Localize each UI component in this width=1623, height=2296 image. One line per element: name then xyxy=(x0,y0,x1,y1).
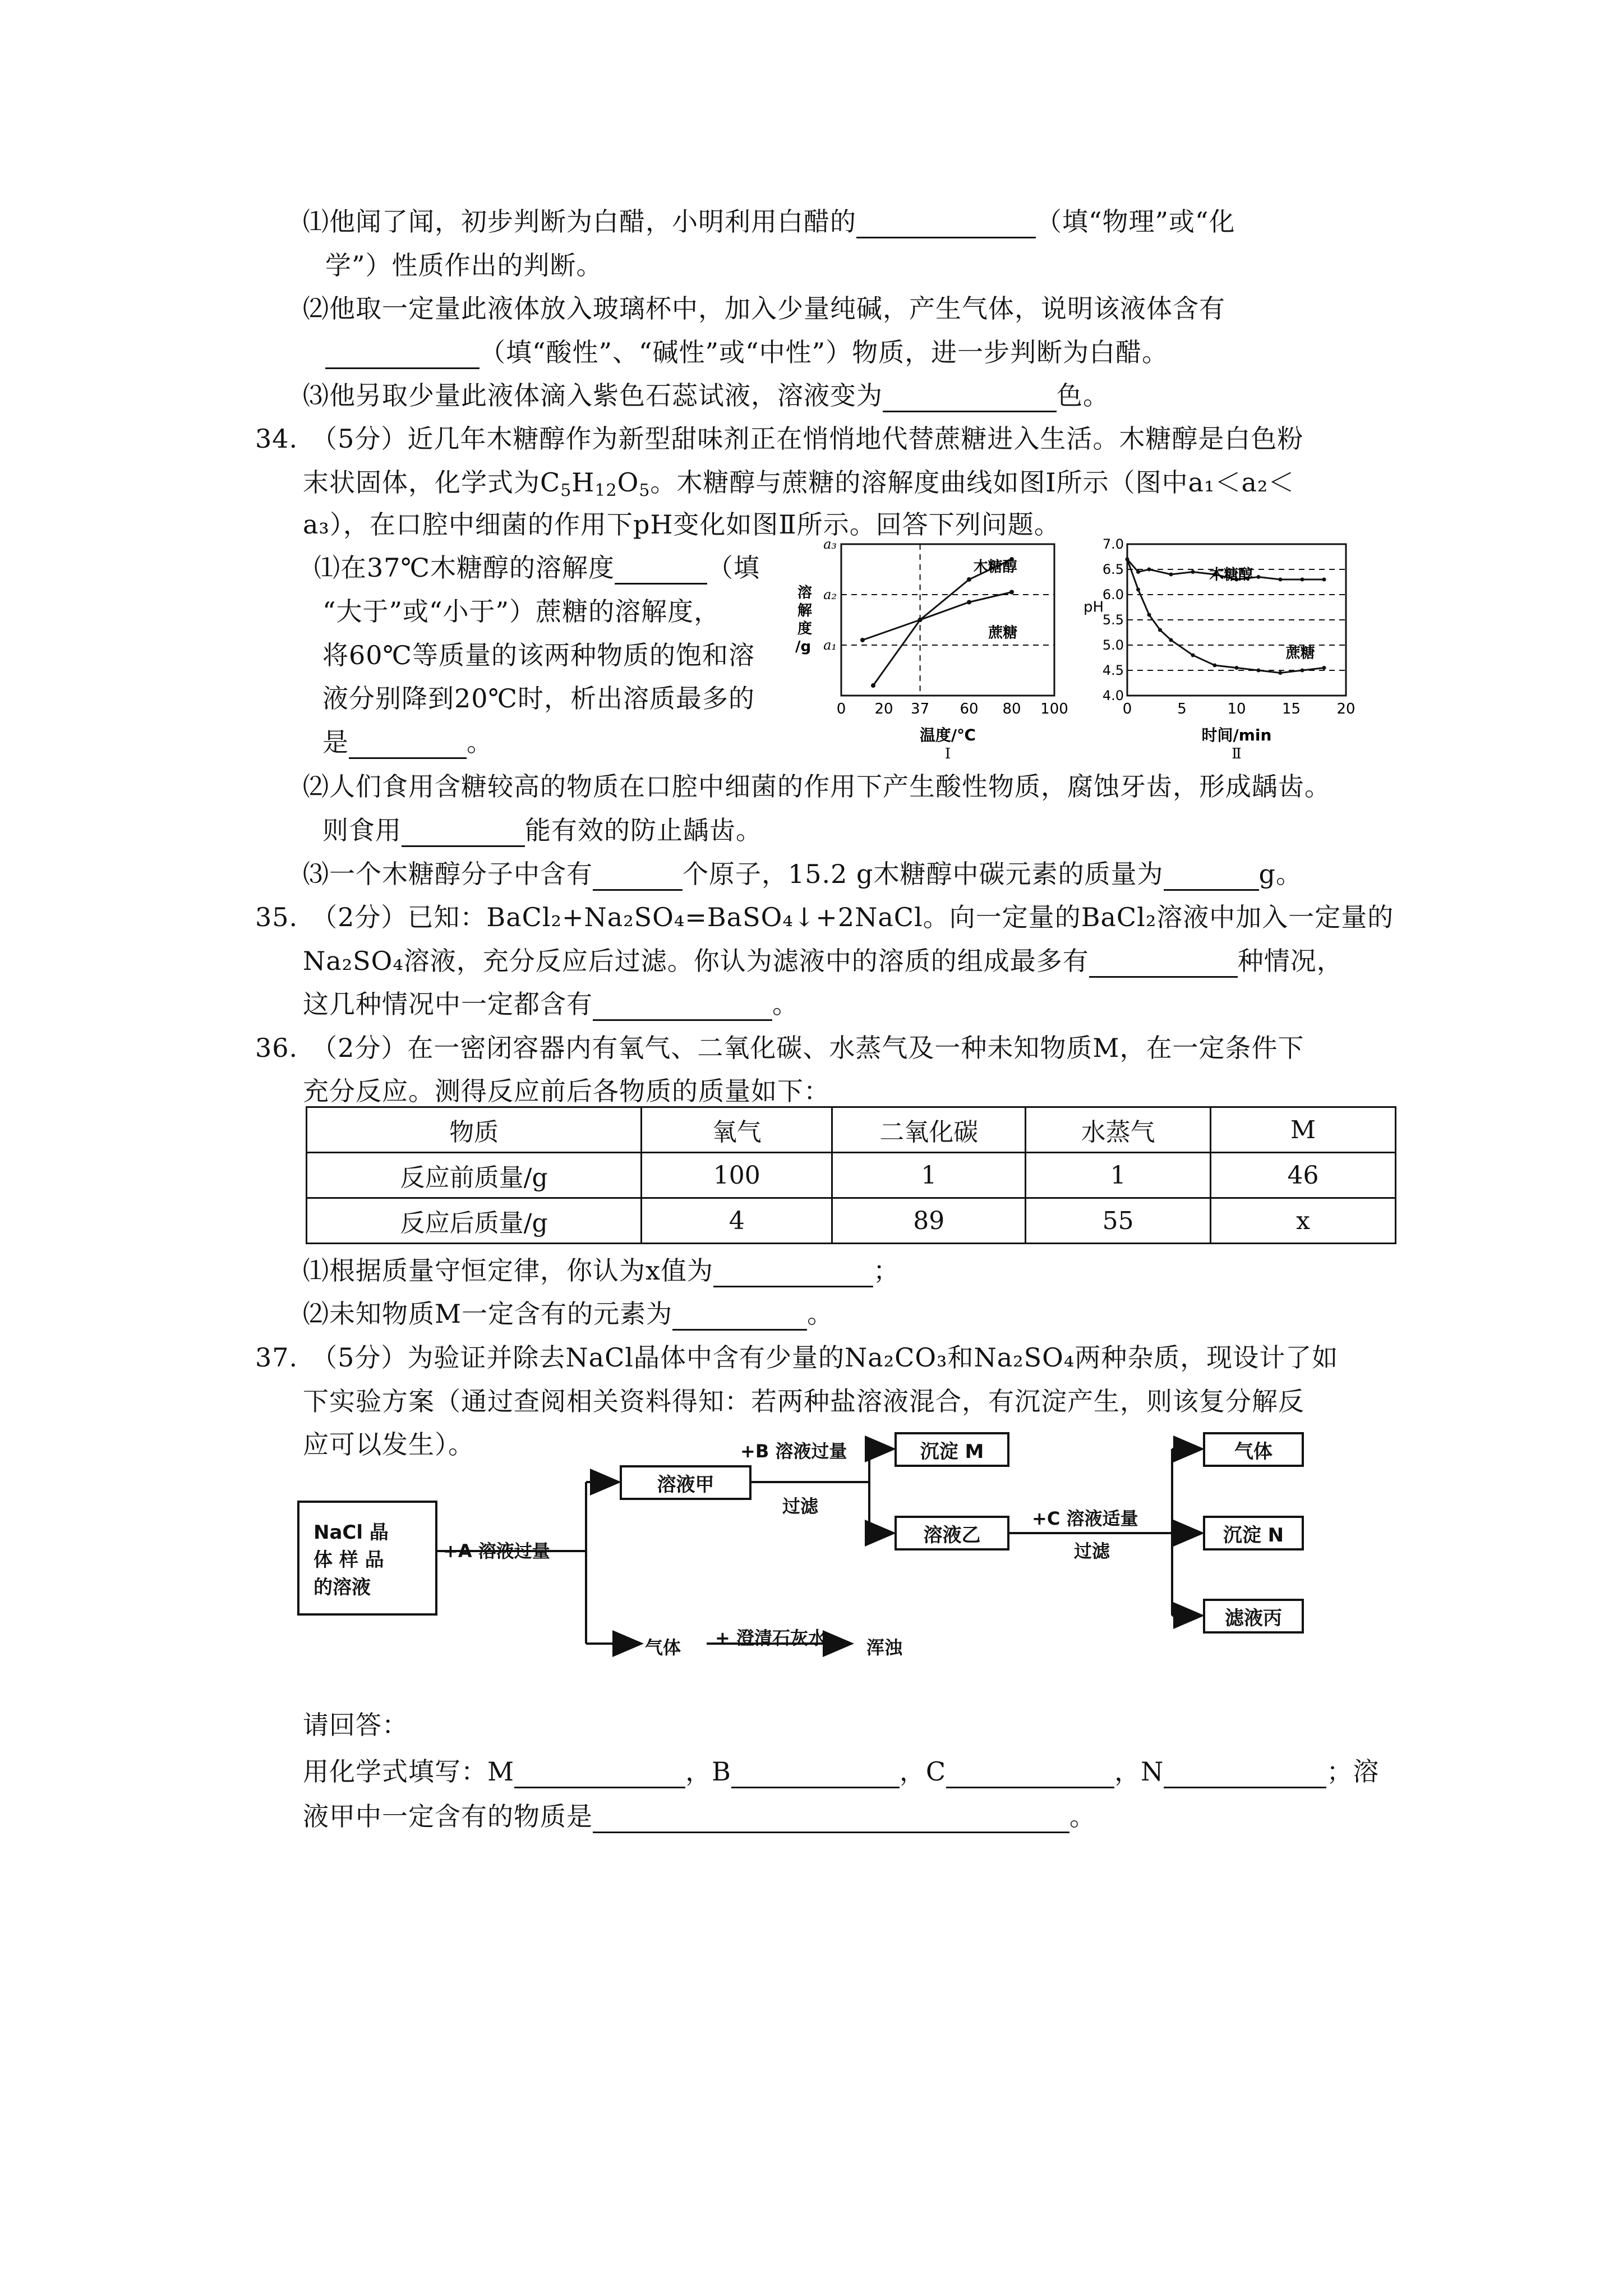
q34-part1-line1: ⑴在37℃木糖醇的溶解度 （填 xyxy=(314,551,760,585)
q35-line3: 这几种情况中一定都含有 。 xyxy=(303,987,799,1021)
q34-intro-1: 34. （5分）近几年木糖醇作为新型甜味剂正在悄悄地代替蔗糖进入生活。木糖醇是白色粉 xyxy=(255,424,1304,454)
x-tick-label: 15 xyxy=(1281,701,1301,717)
x-axis-label: 时间/min xyxy=(1201,726,1272,744)
x-tick-label: 37 xyxy=(911,701,930,717)
x-tick-label: 0 xyxy=(1122,701,1132,717)
q35-line2: Na₂SO₄溶液，充分反应后过滤。你认为滤液中的溶质的组成最多有 种情况， xyxy=(303,944,1343,978)
y-tick-label: a₂ xyxy=(823,587,837,602)
y-axis-label: 度 xyxy=(797,620,813,637)
q37-blank-m[interactable] xyxy=(514,1762,685,1788)
y-tick-label: 7.0 xyxy=(1102,536,1124,552)
solution-jia-box: 溶液甲 xyxy=(620,1465,751,1500)
q33-part3: ⑶他另取少量此液体滴入紫色石蕊试液，溶液变为 色。 xyxy=(303,379,1109,412)
q34-part1-line4: 液分别降到20℃时，析出溶质最多的 xyxy=(322,683,755,714)
y-tick-label: 5.5 xyxy=(1102,612,1124,628)
x-tick-label: 0 xyxy=(836,701,846,717)
y-axis-label-unit: /g xyxy=(795,638,811,655)
x-tick-label: 60 xyxy=(960,701,979,717)
solution-yi-box: 溶液乙 xyxy=(895,1516,1009,1550)
q36-line2: 充分反应。测得反应前后各物质的质量如下： xyxy=(303,1076,830,1106)
step-c-filter-label: 过滤 xyxy=(1074,1540,1110,1562)
q36-part1: ⑴根据质量守恒定律，你认为x值为 ； xyxy=(303,1254,900,1287)
q37-line3: 应可以发生）。 xyxy=(303,1429,474,1460)
q33-part1: ⑴他闻了闻，初步判断为白醋，小明利用白醋的 （填“物理”或“化 xyxy=(303,205,1235,238)
gas-label: 气体 xyxy=(645,1637,681,1658)
precipitate-m-box: 沉淀 M xyxy=(895,1432,1009,1467)
gas-box: 气体 xyxy=(1203,1432,1304,1467)
q37-line1: 37. （5分）为验证并除去NaCl晶体中含有少量的Na₂CO₃和Na₂SO₄两种杂质，现设计了如 xyxy=(255,1342,1339,1373)
precipitate-n-box: 沉淀 N xyxy=(1203,1516,1304,1550)
series-label: 木糖醇 xyxy=(973,559,1017,576)
q37-ask: 请回答： xyxy=(303,1710,408,1740)
nacl-sample-box: NaCl 晶 体 样 品 的溶液 xyxy=(297,1501,437,1616)
step-b-filter-label: 过滤 xyxy=(782,1496,819,1517)
q35-line1: 35. （2分）已知：BaCl₂+Na₂SO₄=BaSO₄↓+2NaCl。向一定量的BaCl₂溶液中加入一定量的 xyxy=(255,902,1394,932)
x-axis-label: 温度/℃ xyxy=(919,726,976,744)
q33-part2-cont: （填“酸性”、“碱性”或“中性”）物质，进一步判断为白醋。 xyxy=(325,335,1168,369)
y-axis-label: pH xyxy=(1083,599,1104,616)
series-label: 木糖醇 xyxy=(1209,567,1253,583)
q36-part2: ⑵未知物质M一定含有的元素为 。 xyxy=(303,1297,833,1331)
q36-line1: 36. （2分）在一密闭容器内有氧气、二氧化碳、水蒸气及一种未知物质M，在一定条件下 xyxy=(255,1033,1304,1063)
q34-part3: ⑶一个木糖醇分子中含有 个原子，15.2 g木糖醇中碳元素的质量为 g。 xyxy=(303,857,1302,891)
x-tick-label: 20 xyxy=(1336,701,1355,717)
y-tick-label: 5.0 xyxy=(1102,637,1124,653)
q34-part2-line1: ⑵人们食用含糖较高的物质在口腔中细菌的作用下产生酸性物质，腐蚀牙齿，形成龋齿。 xyxy=(303,771,1331,802)
table-row: 反应前质量/g 100 1 1 46 xyxy=(307,1153,1396,1198)
turbid-label: 浑浊 xyxy=(866,1637,903,1658)
step-c-label: +C 溶液适量 xyxy=(1032,1508,1138,1529)
q34-intro-2: 末状固体，化学式为$C_5H_{12}O_5$。木糖醇与蔗糖的溶解度曲线如图Ⅰ所示（图中a₁＜a₂＜ xyxy=(303,467,1295,500)
y-axis-label: 溶 xyxy=(797,585,813,601)
y-tick-label: 6.0 xyxy=(1102,587,1124,602)
q37-blank-b[interactable] xyxy=(731,1762,900,1788)
q33-part1-cont: 学”）性质作出的判断。 xyxy=(325,250,603,280)
q34-part2-line2: 则食用 能有效的防止龋齿。 xyxy=(322,813,762,847)
chart-title: Ⅱ xyxy=(1232,746,1242,762)
q34-intro-3: a₃），在口腔中细菌的作用下pH变化如图Ⅱ所示。回答下列问题。 xyxy=(303,509,1061,540)
table-header-row: 物质 氧气 二氧化碳 水蒸气 M xyxy=(307,1107,1396,1153)
x-tick-label: 10 xyxy=(1227,701,1246,717)
y-axis-label: 解 xyxy=(797,602,813,619)
x-tick-label: 5 xyxy=(1177,701,1187,717)
y-tick-label: 6.5 xyxy=(1102,562,1124,577)
q37-blank-jia[interactable] xyxy=(593,1807,1069,1833)
q37-blank-c[interactable] xyxy=(946,1762,1114,1788)
series-label: 蔗糖 xyxy=(1285,645,1315,662)
x-tick-label: 80 xyxy=(1002,701,1021,717)
y-tick-label: 4.5 xyxy=(1102,662,1124,678)
step-b-label: +B 溶液过量 xyxy=(740,1441,847,1462)
q34-part1-line3: 将60℃等质量的该两种物质的饱和溶 xyxy=(322,640,755,670)
q33-part2: ⑵他取一定量此液体放入玻璃杯中，加入少量纯碱，产生气体，说明该液体含有 xyxy=(303,293,1225,324)
table-row: 反应后质量/g 4 89 55 x xyxy=(307,1198,1396,1244)
x-tick-label: 20 xyxy=(874,701,893,717)
y-tick-label: a₁ xyxy=(823,637,837,653)
xylitol-formula: $C_5H_{12}O_5$ xyxy=(540,467,651,500)
q34-part1-line2: “大于”或“小于”）蔗糖的溶解度， xyxy=(322,596,721,627)
q37-fill-line2: 液甲中一定含有的物质是 。 xyxy=(303,1800,1096,1833)
x-tick-label: 100 xyxy=(1040,701,1068,717)
q37-line2: 下实验方案（通过查阅相关资料得知：若两种盐溶液混合，有沉淀产生，则该复分解反 xyxy=(303,1386,1304,1416)
q37-fill-line1: 用化学式填写：M ，B ，C ，N ；溶 xyxy=(303,1755,1379,1788)
y-tick-label: 4.0 xyxy=(1102,688,1124,703)
q34-part1-line5: 是 。 xyxy=(322,725,493,759)
chart-title: Ⅰ xyxy=(944,746,951,762)
filtrate-bing-box: 滤液丙 xyxy=(1203,1599,1304,1634)
step-a-label: +A 溶液过量 xyxy=(443,1540,550,1562)
limewater-label: + 澄清石灰水 xyxy=(715,1627,826,1649)
series-label: 蔗糖 xyxy=(988,624,1018,642)
y-tick-label: a₃ xyxy=(823,536,837,552)
q37-blank-n[interactable] xyxy=(1164,1762,1326,1788)
